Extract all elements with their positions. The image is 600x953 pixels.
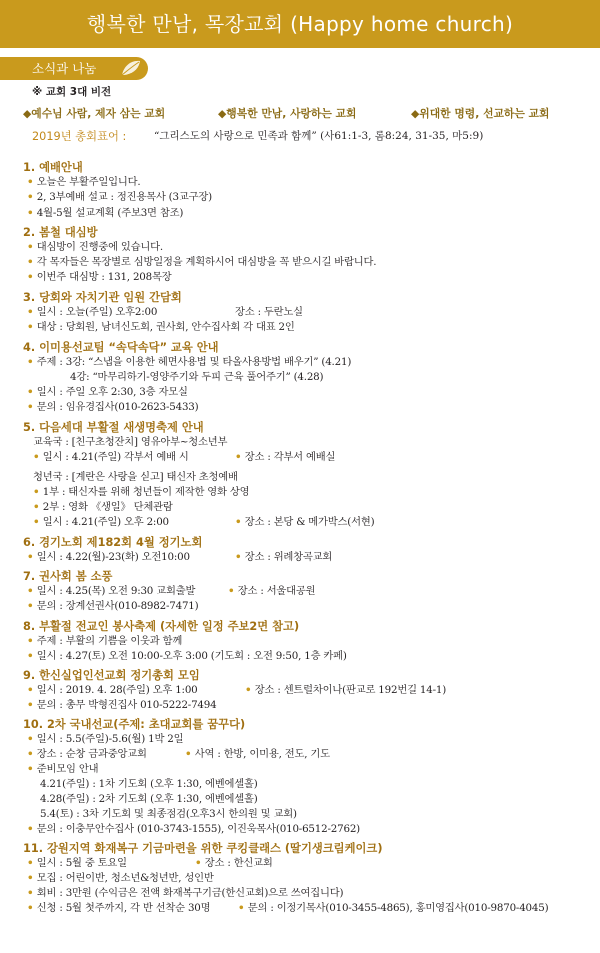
section-title: 4. 이미용선교팀 “속닥속닥” 교육 안내	[23, 341, 219, 354]
bullet-marker: •	[33, 516, 43, 528]
bullet-marker: •	[27, 635, 37, 647]
list-item: 4.28(주일) : 2차 기도회 (오후 1:30, 에벤에셀홀)	[40, 793, 258, 805]
bullet-marker: •	[33, 451, 43, 463]
section-title: 7. 권사회 봄 소풍	[23, 570, 113, 583]
motto-text: “그리스도의 사랑으로 민족과 함께” (사61:1-3, 롬8:24, 31-35, 마5:9)	[154, 130, 484, 142]
list-item: • 대상 : 당회원, 남녀신도회, 권사회, 안수집사회 각 대표 2인	[27, 321, 295, 333]
list-item: • 문의 : 이충무안수집사 (010-3743-1555), 이진욱목사(010-6512-2762)	[27, 823, 360, 835]
bullet-marker: •	[27, 902, 37, 914]
section-title: 2. 봄철 대심방	[23, 226, 98, 239]
list-item: • 일시 : 4.21(주일) 오후 2:00	[33, 516, 169, 528]
bullet-marker: •	[27, 733, 37, 745]
section-title: 11. 강원지역 화재복구 기금마련을 위한 쿠킹클래스 (딸기생크림케이크)	[23, 842, 383, 855]
list-item: • 문의 : 임유경집사(010-2623-5433)	[27, 401, 199, 413]
bullet-marker: •	[27, 176, 37, 188]
bullet-marker: •	[238, 902, 248, 914]
bullet-marker: •	[245, 684, 255, 696]
bullet-marker: •	[27, 600, 37, 612]
section-tab	[0, 54, 600, 84]
bullet-marker: •	[27, 321, 37, 333]
bullet-marker: •	[33, 501, 43, 513]
list-item: • 이번주 대심방 : 131, 208목장	[27, 271, 172, 283]
vision-heading: ※ 교회 3대 비전	[32, 86, 112, 98]
list-item: • 각 목자들은 목장별로 심방일정을 계획하시어 대심방을 꼭 받으시길 바랍니다.	[27, 256, 377, 268]
bullet-marker: •	[27, 857, 37, 869]
list-item: • 장소 : 순창 금과중앙교회	[27, 748, 147, 760]
bullet-marker: •	[27, 551, 37, 563]
section-title: 1. 예배안내	[23, 161, 83, 174]
section-title: 10. 2차 국내선교(주제: 초대교회를 꿈꾸다)	[23, 718, 246, 731]
motto-label: 2019년 총회표어 :	[32, 130, 127, 143]
list-item: • 장소 : 한신교회	[195, 857, 273, 869]
list-item: • 모집 : 어린이반, 청소년&청년반, 성인반	[27, 872, 214, 884]
bullet-marker: •	[27, 256, 37, 268]
list-item: 5.4(토) : 3차 기도회 및 최종점검(오후3시 한의원 및 교회)	[40, 808, 297, 820]
section-tab-label: 소식과 나눔	[32, 61, 97, 76]
bullet-marker: •	[27, 650, 37, 662]
list-item: 4강: “마무리하기-영양주기와 두피 근육 풀어주기” (4.28)	[70, 371, 324, 383]
bullet-marker: •	[27, 684, 37, 696]
section-title: 6. 경기노회 제182회 4월 정기노회	[23, 536, 203, 549]
page-title: 행복한 만남, 목장교회 (Happy home church)	[86, 12, 514, 36]
list-item: • 대심방이 진행중에 있습니다.	[27, 241, 163, 253]
list-item: • 장소 : 위례창곡교회	[235, 551, 333, 563]
bullet-marker: •	[27, 585, 37, 597]
section-title: 3. 당회와 자치기관 임원 간담회	[23, 291, 182, 304]
list-item: • 1부 : 태신자를 위해 청년들이 제작한 영화 상영	[33, 486, 250, 498]
bullet-marker: •	[27, 207, 37, 219]
list-item: • 일시 : 4.21(주일) 각부서 예배 시	[33, 451, 189, 463]
list-item: • 장소 : 각부서 예배실	[235, 451, 336, 463]
bullet-marker: •	[185, 748, 195, 760]
list-item: • 일시 : 5월 중 토요일	[27, 857, 127, 869]
list-item: • 주제 : 3강: “스냅을 이용한 헤면사용법 및 타올사용방법 배우기” (4.21)	[27, 356, 352, 368]
section-title: 8. 부활절 전교인 봉사축제 (자세한 일정 주보2면 참고)	[23, 620, 300, 633]
bullet-marker: •	[27, 748, 37, 760]
list-item: • 사역 : 한방, 이미용, 전도, 기도	[185, 748, 330, 760]
leaf-icon	[120, 59, 142, 77]
bullet-marker: •	[27, 191, 37, 203]
bullet-marker: •	[27, 306, 37, 318]
bullet-marker: •	[27, 241, 37, 253]
list-item: 4.21(주일) : 1차 기도회 (오후 1:30, 에벤에셀홀)	[40, 778, 258, 790]
list-item: • 문의 : 장계선권사(010-8982-7471)	[27, 600, 199, 612]
list-item: • 준비모임 안내	[27, 763, 99, 775]
list-item: 청년국 : [계란은 사랑을 싣고] 태신자 초청예배	[33, 471, 238, 483]
vision-item-2: ◆행복한 만남, 사랑하는 교회	[218, 107, 357, 120]
list-item: • 4월-5월 설교계획 (주보3면 참조)	[27, 207, 184, 219]
bullet-marker: •	[27, 887, 37, 899]
list-item: • 일시 : 4.27(토) 오전 10:00-오후 3:00 (기도회 : 오전 9:50, 1층 카페)	[27, 650, 347, 662]
list-item: • 2, 3부예배 설교 : 정진용목사 (3교구장)	[27, 191, 212, 203]
list-item: 교육국 : [친구초청잔치] 영유아부~청소년부	[33, 436, 228, 448]
list-item: • 2부 : 영화 《생일》 단체관람	[33, 501, 173, 513]
section-title: 5. 다음세대 부활절 새생명축제 안내	[23, 421, 204, 434]
bullet-marker: •	[27, 699, 37, 711]
bullet-marker: •	[27, 356, 37, 368]
bullet-marker: •	[27, 872, 37, 884]
bullet-marker: •	[27, 271, 37, 283]
bullet-marker: •	[228, 585, 238, 597]
vision-item-3: ◆위대한 명령, 선교하는 교회	[411, 107, 550, 120]
list-item: • 문의 : 총무 박형진집사 010-5222-7494	[27, 699, 217, 711]
vision-item-1: ◆예수님 사람, 제자 삼는 교회	[23, 107, 166, 120]
bullet-marker: •	[235, 551, 245, 563]
list-item: • 장소 : 본당 & 메가박스(서현)	[235, 516, 375, 528]
list-item: • 일시 : 4.25(목) 오전 9:30 교회출발	[27, 585, 196, 597]
bullet-marker: •	[27, 401, 37, 413]
list-item: • 일시 : 5.5(주일)-5.6(월) 1박 2일	[27, 733, 184, 745]
list-item: • 일시 : 2019. 4. 28(주일) 오후 1:00	[27, 684, 198, 696]
bullet-marker: •	[235, 516, 245, 528]
list-item: • 일시 : 4.22(월)-23(화) 오전10:00	[27, 551, 190, 563]
list-item: • 장소 : 센트럴차이나(판교로 192번길 14-1)	[245, 684, 447, 696]
bullet-marker: •	[27, 823, 37, 835]
list-item: • 일시 : 주일 오후 2:30, 3층 자모실	[27, 386, 188, 398]
section-title: 9. 한신실업인선교회 정기총회 모임	[23, 669, 200, 682]
list-item: 장소 : 두란노실	[235, 306, 303, 318]
bullet-marker: •	[235, 451, 245, 463]
list-item: • 주제 : 부활의 기쁨을 이웃과 함께	[27, 635, 183, 647]
bullet-marker: •	[33, 486, 43, 498]
bullet-marker: •	[27, 763, 37, 775]
list-item: • 신청 : 5월 첫주까지, 각 반 선착순 30명	[27, 902, 211, 914]
list-item: • 오늘은 부활주일입니다.	[27, 176, 141, 188]
list-item: • 일시 : 오늘(주일) 오후2:00	[27, 306, 158, 318]
list-item: • 회비 : 3만원 (수익금은 전액 화재복구기금(한신교회)으로 쓰여집니다)	[27, 887, 344, 899]
page-title-banner	[0, 0, 600, 48]
bullet-marker: •	[195, 857, 205, 869]
list-item: • 문의 : 이정기목사(010-3455-4865), 홍미영집사(010-9870-4045)	[238, 902, 549, 914]
bullet-marker: •	[27, 386, 37, 398]
list-item: • 장소 : 서울대공원	[228, 585, 316, 597]
